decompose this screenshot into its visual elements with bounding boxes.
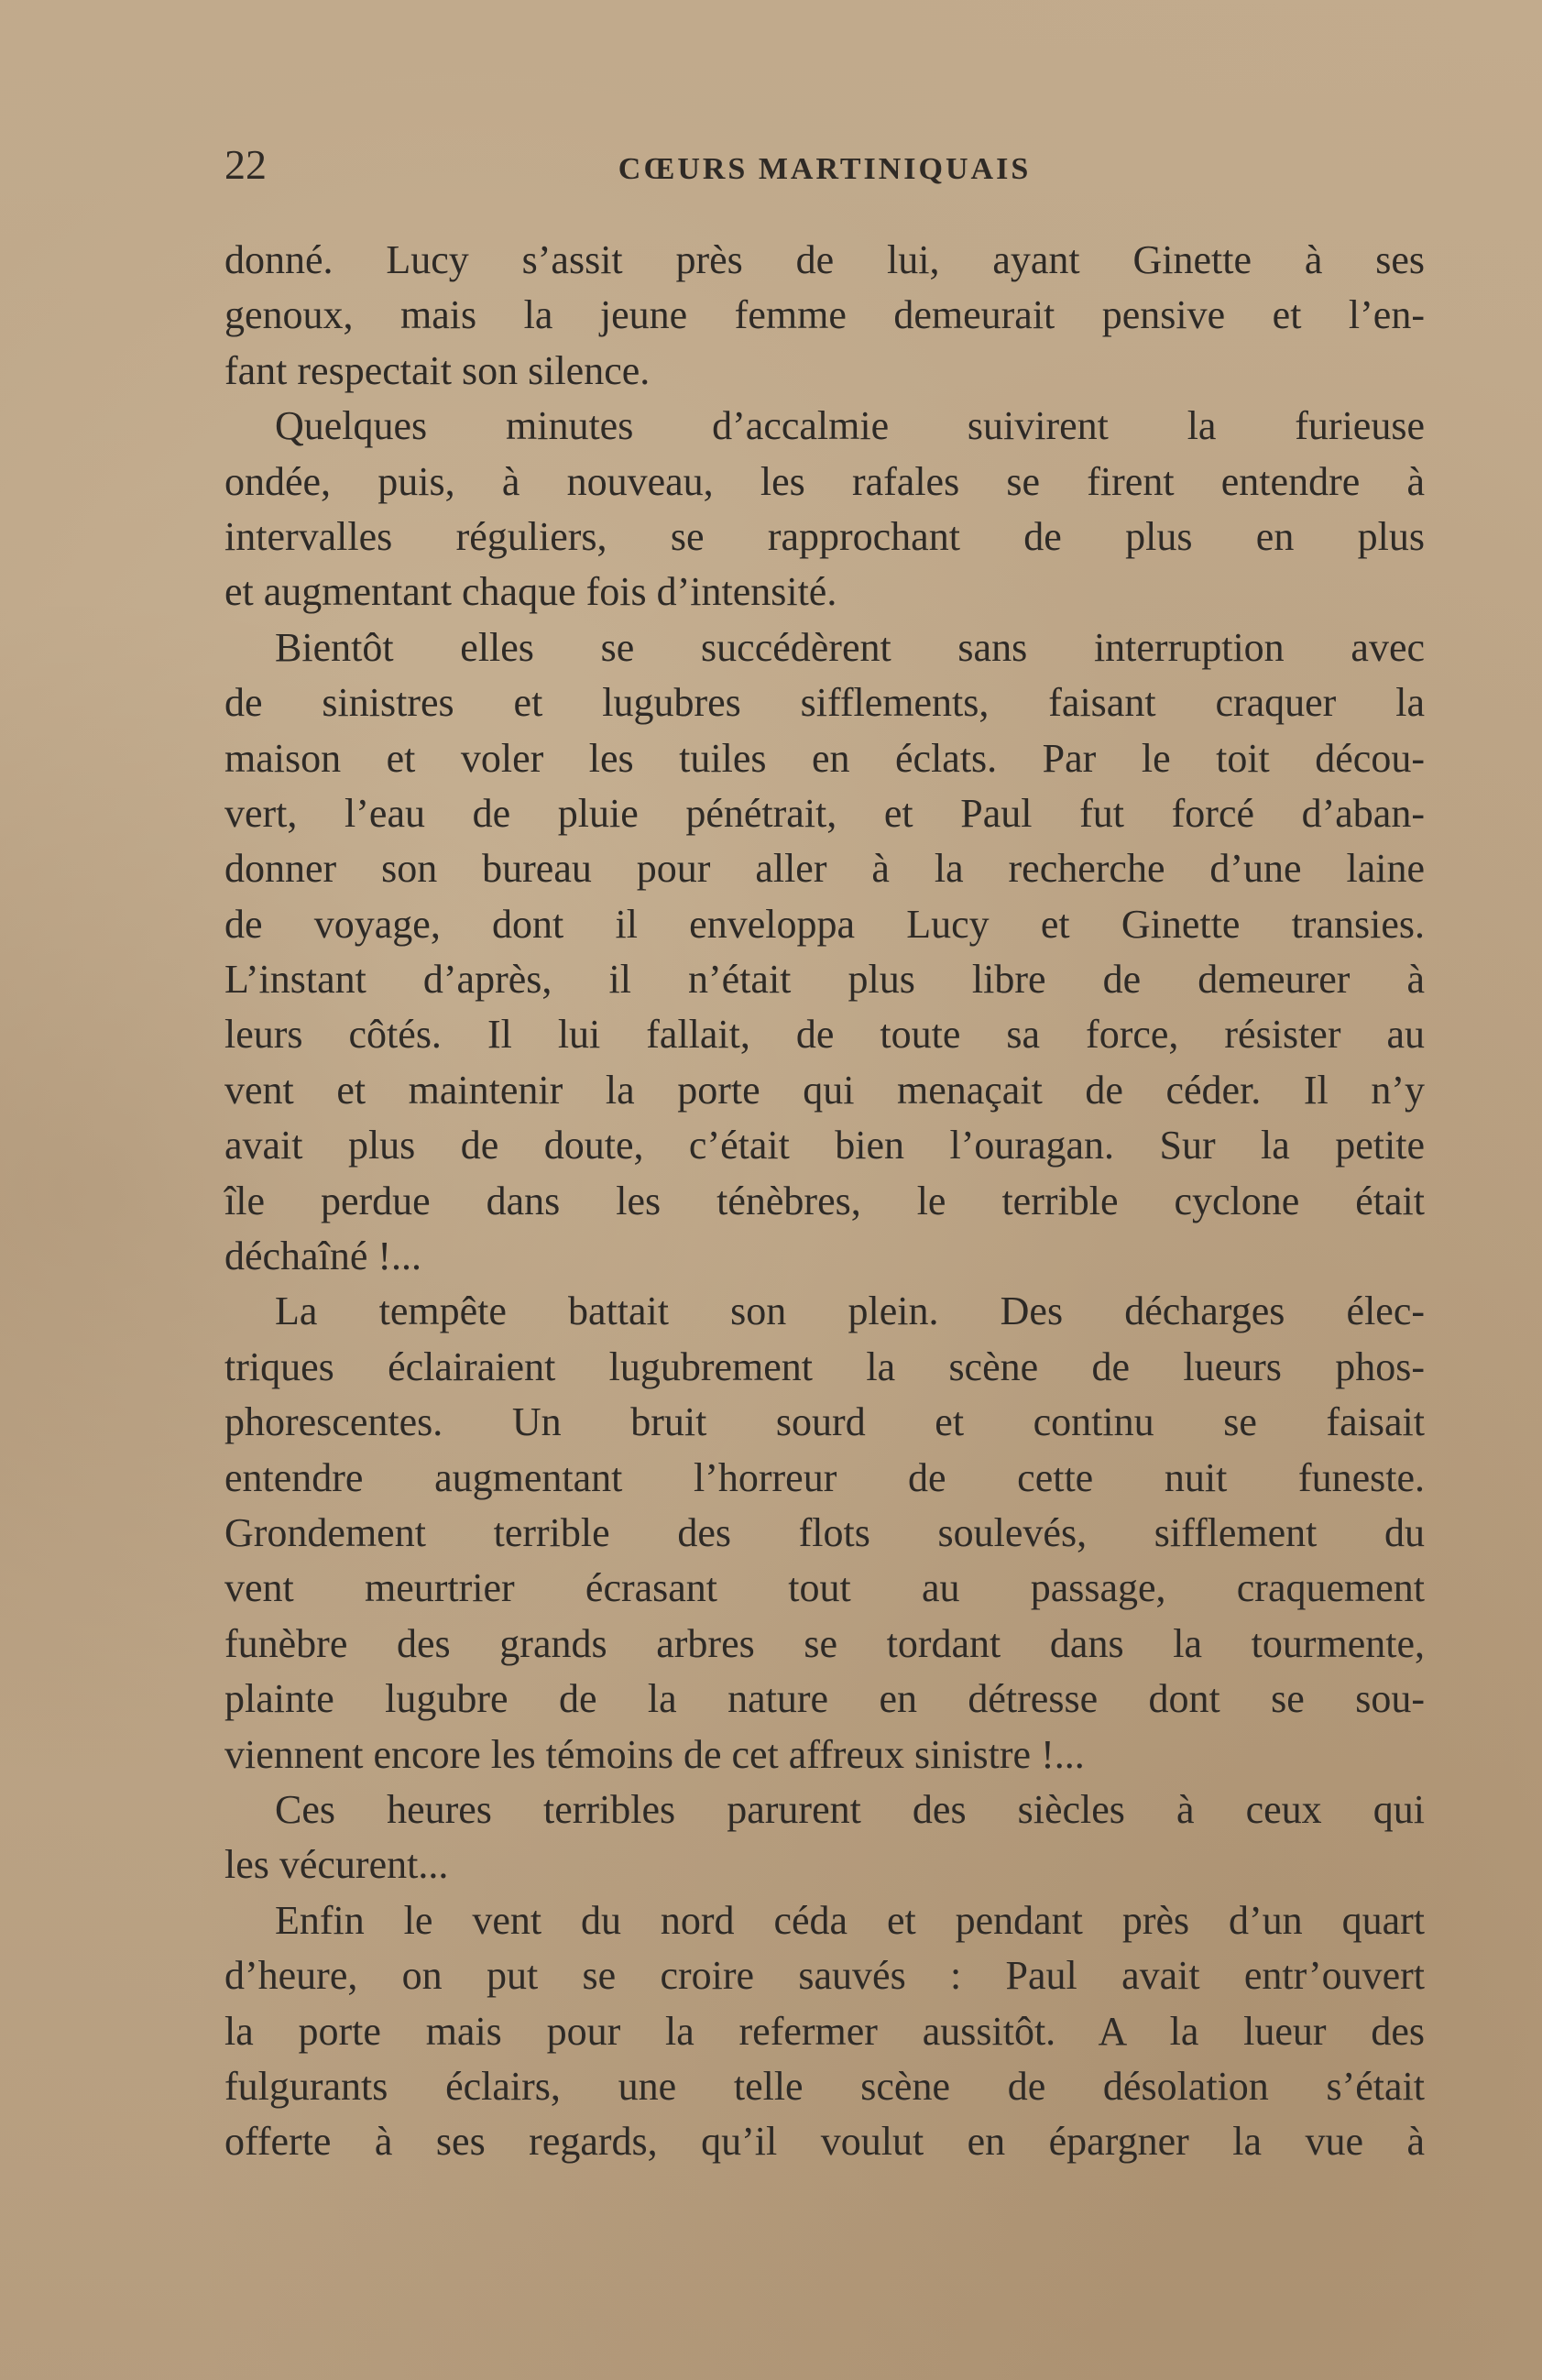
page-header (224, 137, 1425, 202)
text-line: fulgurants éclairs, une telle scène de désolation s’était (224, 2063, 1425, 2109)
text-line: d’heure, on put se croire sauvés : Paul avait entr’ouvert (224, 1953, 1425, 1999)
text-line: offerte à ses regards, qu’il voulut en épargner la vue à (224, 2119, 1425, 2165)
text-line: avait plus de doute, c’était bien l’ouragan. Sur la petite (224, 1123, 1425, 1168)
text-line: funèbre des grands arbres se tordant dans la tourmente, (224, 1620, 1425, 1666)
text-line: donner son bureau pour aller à la recherche d’une laine (224, 846, 1425, 892)
text-line: L’instant d’après, il n’était plus libre de demeurer à (224, 957, 1425, 1003)
text-line: entendre augmentant l’horreur de cette nuit funeste. (224, 1454, 1425, 1500)
text-line: la porte mais pour la refermer aussitôt. A la lueur des (224, 2008, 1425, 2054)
text-line: Enfin le vent du nord céda et pendant près d’un quart (275, 1897, 1425, 1943)
text-line: vent meurtrier écrasant tout au passage, craquement (224, 1565, 1425, 1611)
text-line: ondée, puis, à nouveau, les rafales se firent entendre à (224, 458, 1425, 504)
running-title: CŒURS MARTINIQUAIS (618, 152, 1032, 186)
text-line: et augmentant chaque fois d’intensité. (224, 569, 837, 615)
text-line: les vécurent... (224, 1842, 449, 1888)
text-line: déchaîné !... (224, 1234, 421, 1279)
text-line: maison et voler les tuiles en éclats. Par le toit décou- (224, 735, 1425, 781)
text-line: Bientôt elles se succédèrent sans interruption avec (275, 624, 1425, 670)
text-line: de voyage, dont il enveloppa Lucy et Ginette transies. (224, 901, 1425, 947)
text-line: vert, l’eau de pluie pénétrait, et Paul fut forcé d’aban- (224, 790, 1425, 836)
text-line: plainte lugubre de la nature en détresse dont se sou- (224, 1676, 1425, 1722)
page-number: 22 (224, 141, 267, 188)
text-line: vent et maintenir la porte qui menaçait de céder. Il n’y (224, 1067, 1425, 1113)
text-line: Grondement terrible des flots soulevés, sifflement du (224, 1509, 1425, 1555)
text-line: phorescentes. Un bruit sourd et continu se faisait (224, 1399, 1425, 1445)
text-line: de sinistres et lugubres sifflements, faisant craquer la (224, 680, 1425, 726)
text-line: Ces heures terribles parurent des siècles à ceux qui (275, 1786, 1425, 1832)
text-line: leurs côtés. Il lui fallait, de toute sa force, résister au (224, 1012, 1425, 1058)
text-line: viennent encore les témoins de cet affreux sinistre !... (224, 1731, 1085, 1777)
text-line: île perdue dans les ténèbres, le terrible cyclone était (224, 1178, 1425, 1223)
text-line: donné. Lucy s’assit près de lui, ayant Ginette à ses (224, 237, 1425, 282)
text-line: fant respectait son silence. (224, 347, 651, 393)
text-line: triques éclairaient lugubrement la scène de lueurs phos- (224, 1344, 1425, 1389)
text-line: La tempête battait son plein. Des décharges élec- (275, 1289, 1425, 1334)
text-line: intervalles réguliers, se rapprochant de plus en plus (224, 513, 1425, 559)
text-line: Quelques minutes d’accalmie suivirent la furieuse (275, 403, 1425, 449)
body-text (224, 233, 1425, 2170)
text-line: genoux, mais la jeune femme demeurait pensive et l’en- (224, 292, 1425, 338)
